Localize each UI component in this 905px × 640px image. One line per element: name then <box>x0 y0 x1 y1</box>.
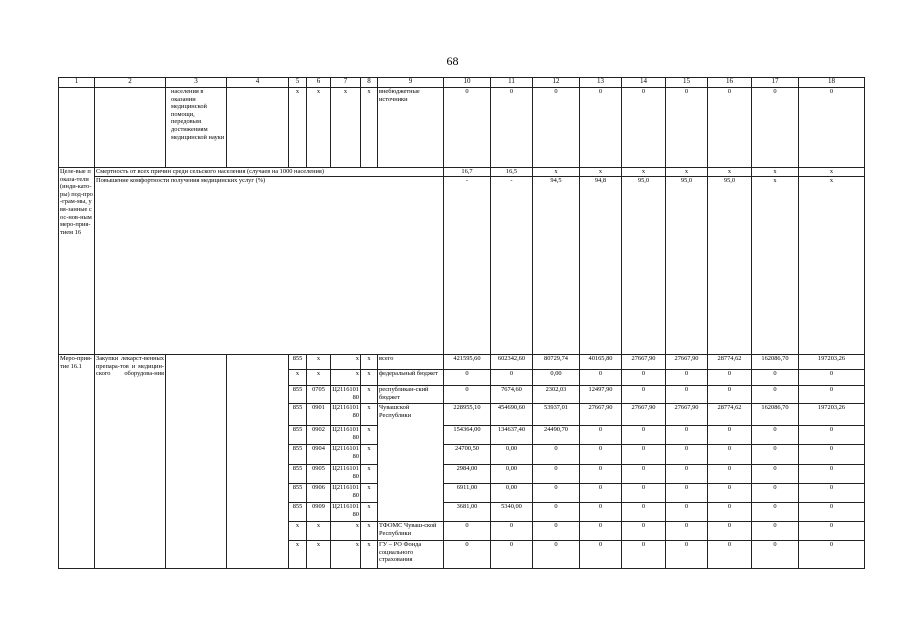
measure-name: Закупки лекарст-венных препара-тов и медицин-ского оборудова-ния <box>95 355 166 569</box>
measure-label: Меро-прия-тие 16.1 <box>59 355 95 569</box>
page-number: 68 <box>446 54 459 68</box>
measure-row: x x x x федеральный бюджет 0 0 0,00 0 0 0 0 0 0 <box>59 370 865 386</box>
measure-row: 855 0904 Ц2116101 80 x 24700,50 0,00 0 0 0 0 0 0 0 <box>59 445 865 465</box>
header-row <box>59 78 865 88</box>
target-text-2: Повышение комфортности получения медицинских услуг (%) <box>95 177 444 355</box>
measure-row: x x x x ТФОМС Чуваш-ской Республики 0 0 0 0 0 0 0 0 0 <box>59 522 865 541</box>
header-cell: 1 <box>59 78 95 88</box>
header-cell: 3 <box>166 78 227 88</box>
header-cell: 13 <box>580 78 622 88</box>
header-cell: 16 <box>708 78 752 88</box>
measure-row: 855 0906 Ц2116101 80 x 6911,00 0,00 0 0 0 0 0 0 0 <box>59 484 865 503</box>
measure-row: 855 0901 Ц2116101 80 x Чувашской Республики 228955,10 454690,60 53937,01 27667,90 27667,90 27667,90 28774,62 162086,70 197203,26 <box>59 404 865 426</box>
header-cell: 17 <box>752 78 799 88</box>
budget-table <box>58 77 865 569</box>
table-row: населения в оказании медицинской помощи, передовым достижениям медицинской науки x x x x внебюджетные источники 0 0 0 0 0 0 0 0 0 <box>59 88 865 168</box>
measure-row: 855 0905 Ц2116101 80 x 2984,00 0,00 0 0 0 0 0 0 0 <box>59 465 865 484</box>
header-cell: 6 <box>307 78 331 88</box>
source-cell: ГУ – РО Фонда социального страхования <box>378 541 444 569</box>
header-cell: 4 <box>227 78 289 88</box>
measure-row: x x x x ГУ – РО Фонда социального страхования 0 0 0 0 0 0 0 0 0 <box>59 541 865 569</box>
source-cell: федеральный бюджет <box>378 370 444 386</box>
measure-row: 855 0705 Ц2116101 80 x республикан-ский бюджет 0 7674,60 2302,03 12497,90 0 0 0 0 0 <box>59 386 865 404</box>
header-cell: 10 <box>444 78 491 88</box>
source-cell: Чувашской Республики <box>378 404 444 522</box>
header-cell: 11 <box>491 78 533 88</box>
targets-label: Целе-вые показа-тели (инди-като-ры) под-про-грам-мы, увя-занные с ос-нов-ным меро-прия-тием 16 <box>59 168 95 355</box>
header-cell: 5 <box>289 78 307 88</box>
target-text-1: Смертность от всех причин среди сельского населения (случаев на 1000 населения) <box>95 168 444 177</box>
header-cell: 8 <box>361 78 378 88</box>
header-cell: 15 <box>666 78 708 88</box>
measure-row: Меро-прия-тие 16.1 Закупки лекарст-венных препара-тов и медицин-ского оборудова-ния 855 x x x всего 421595,60 602342,60 80729,74 40165,80 27667,90 27667,90 28774,62 162086,70 197203,26 <box>59 355 865 370</box>
row-top-c3: населения в оказании медицинской помощи, передовым достижениям медицинской науки <box>166 88 227 168</box>
target-row-2: Повышение комфортности получения медицинских услуг (%) - - 94,5 94,8 95,0 95,0 95,0 x x <box>59 177 865 355</box>
source-cell: республикан-ский бюджет <box>378 386 444 404</box>
measure-row: 855 0909 Ц2116101 80 x 3681,00 5340,00 0 0 0 0 0 0 0 <box>59 503 865 522</box>
header-cell: 2 <box>95 78 166 88</box>
header-cell: 7 <box>331 78 361 88</box>
header-cell: 18 <box>799 78 865 88</box>
measure-row: 855 0902 Ц2116101 80 x 154364,00 134637,40 24490,70 0 0 0 0 0 0 <box>59 426 865 445</box>
target-row-1: Целе-вые показа-тели (инди-като-ры) под-про-грам-мы, увя-занные с ос-нов-ным меро-прия-тием 16 Смертность от всех причин среди сельского населения (случаев на 1000 населения) 16,7 16,5 x x x x x x x <box>59 168 865 177</box>
header-cell: 9 <box>378 78 444 88</box>
source-cell: всего <box>378 355 444 370</box>
source-cell: ТФОМС Чуваш-ской Республики <box>378 522 444 541</box>
header-cell: 14 <box>622 78 666 88</box>
header-cell: 12 <box>533 78 580 88</box>
